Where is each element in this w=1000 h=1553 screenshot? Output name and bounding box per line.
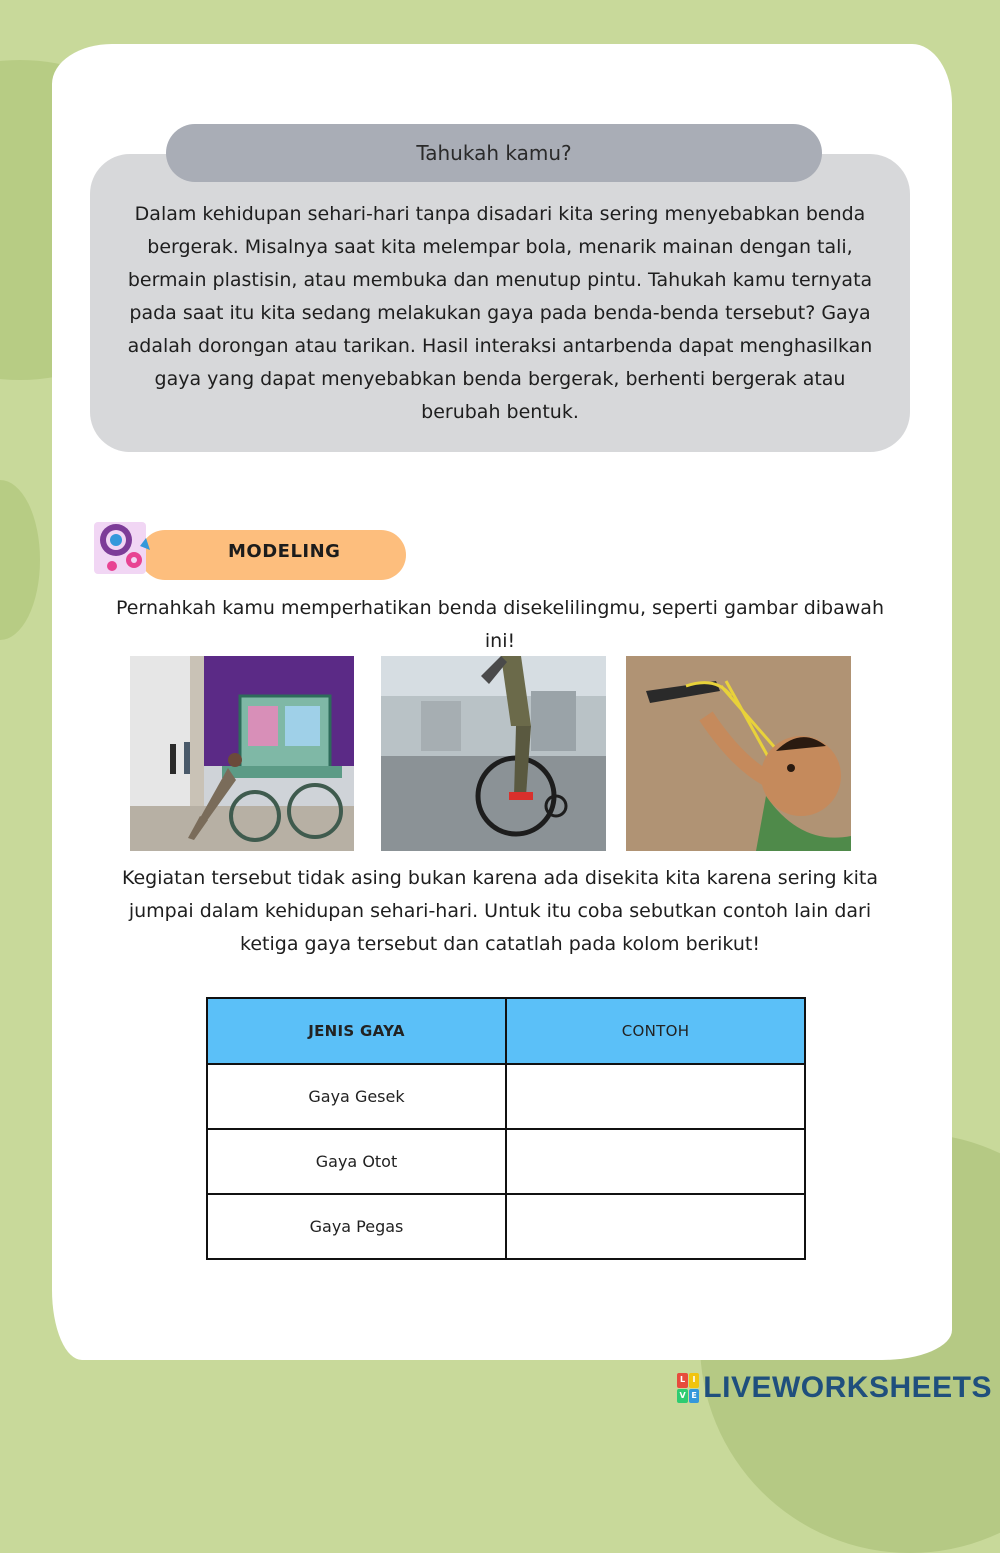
photo-cycling <box>381 656 606 851</box>
info-title-text: Tahukah kamu? <box>416 141 572 165</box>
photo-slingshot <box>626 656 851 851</box>
background-blob <box>0 480 40 640</box>
table-row <box>207 1064 805 1129</box>
info-title <box>166 124 822 182</box>
header-jenis-gaya: JENIS GAYA <box>207 998 506 1064</box>
modeling-illustration-icon <box>90 516 156 582</box>
table-row <box>207 1194 805 1259</box>
jenis-gaya-cell: Gaya Pegas <box>207 1194 506 1259</box>
contoh-answer-cell[interactable] <box>506 1129 805 1194</box>
modeling-label: MODELING <box>228 541 341 562</box>
header-contoh: CONTOH <box>506 998 805 1064</box>
watermark-text: LIVEWORKSHEETS <box>703 1371 992 1404</box>
info-body-text: Dalam kehidupan sehari-hari tanpa disadari kita sering menyebabkan benda bergerak. Misalnya saat kita melempar bola, menarik mainan dengan tali, bermain plastisin, atau membuka dan menutup pintu. Tahukah kamu ternyata pada saat itu kita sedang melakukan gaya pada benda-benda tersebut? Gaya adalah dorongan atau tarikan. Hasil interaksi antarbenda dapat menghasilkan gaya yang dapat menyebabkan benda bergerak, berhenti bergerak atau berubah bentuk. <box>127 203 873 423</box>
intro-text: Pernahkah kamu memperhatikan benda disekelilingmu, seperti gambar dibawah ini! <box>116 597 884 652</box>
force-types-table <box>206 997 806 1260</box>
contoh-answer-cell[interactable] <box>506 1194 805 1259</box>
description-text: Kegiatan tersebut tidak asing bukan karena ada disekita kita karena sering kita jumpai dalam kehidupan sehari-hari. Untuk itu coba sebutkan contoh lain dari ketiga gaya tersebut dan catatlah pada kolom berikut! <box>121 867 878 955</box>
photo-pushing-cart <box>130 656 354 851</box>
liveworksheets-logo-icon <box>677 1373 699 1403</box>
logo-letter: E <box>689 1389 700 1404</box>
jenis-gaya-cell: Gaya Otot <box>207 1129 506 1194</box>
table-header-row <box>207 998 805 1064</box>
logo-letter: I <box>689 1373 700 1388</box>
jenis-gaya-cell: Gaya Gesek <box>207 1064 506 1129</box>
contoh-answer-cell[interactable] <box>506 1064 805 1129</box>
logo-letter: L <box>677 1373 688 1388</box>
liveworksheets-watermark <box>677 1371 992 1405</box>
table-row <box>207 1129 805 1194</box>
logo-letter: V <box>677 1389 688 1404</box>
